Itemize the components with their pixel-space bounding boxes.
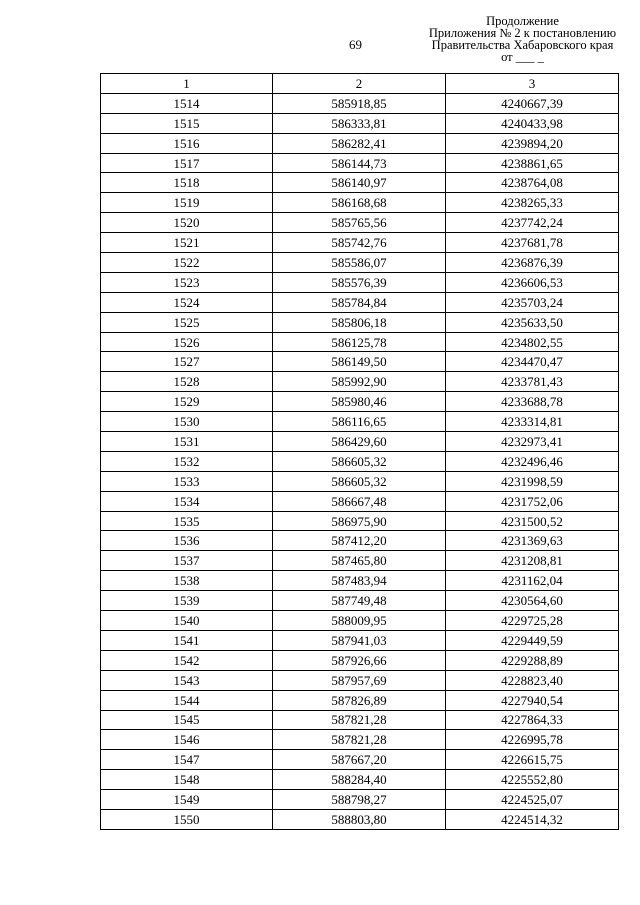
cell-point-number: 1531 bbox=[101, 432, 273, 452]
column-header-y: 3 bbox=[446, 74, 619, 94]
table-body bbox=[101, 93, 619, 829]
cell-y-coordinate: 4226995,78 bbox=[446, 730, 619, 750]
table-row bbox=[101, 213, 619, 233]
cell-y-coordinate: 4233781,43 bbox=[446, 372, 619, 392]
cell-x-coordinate: 587957,69 bbox=[273, 670, 446, 690]
cell-x-coordinate: 585742,76 bbox=[273, 233, 446, 253]
table-row bbox=[101, 591, 619, 611]
table-row bbox=[101, 710, 619, 730]
cell-x-coordinate: 586140,97 bbox=[273, 173, 446, 193]
cell-x-coordinate: 586429,60 bbox=[273, 432, 446, 452]
cell-x-coordinate: 586125,78 bbox=[273, 332, 446, 352]
table-row bbox=[101, 312, 619, 332]
cell-y-coordinate: 4230564,60 bbox=[446, 591, 619, 611]
cell-point-number: 1549 bbox=[101, 790, 273, 810]
cell-point-number: 1522 bbox=[101, 253, 273, 273]
cell-x-coordinate: 586116,65 bbox=[273, 412, 446, 432]
cell-point-number: 1530 bbox=[101, 412, 273, 432]
cell-y-coordinate: 4226615,75 bbox=[446, 750, 619, 770]
table-row bbox=[101, 93, 619, 113]
cell-x-coordinate: 586144,73 bbox=[273, 153, 446, 173]
cell-point-number: 1539 bbox=[101, 591, 273, 611]
table-row bbox=[101, 153, 619, 173]
cell-x-coordinate: 587749,48 bbox=[273, 591, 446, 611]
cell-x-coordinate: 585765,56 bbox=[273, 213, 446, 233]
cell-point-number: 1514 bbox=[101, 93, 273, 113]
table-row bbox=[101, 352, 619, 372]
cell-x-coordinate: 586605,32 bbox=[273, 471, 446, 491]
cell-x-coordinate: 585806,18 bbox=[273, 312, 446, 332]
header-line-government: Правительства Хабаровского края bbox=[431, 38, 614, 52]
cell-y-coordinate: 4234470,47 bbox=[446, 352, 619, 372]
table-row bbox=[101, 372, 619, 392]
cell-y-coordinate: 4238265,33 bbox=[446, 193, 619, 213]
coordinates-table bbox=[100, 73, 619, 830]
cell-point-number: 1517 bbox=[101, 153, 273, 173]
table-row bbox=[101, 690, 619, 710]
cell-point-number: 1537 bbox=[101, 551, 273, 571]
cell-point-number: 1523 bbox=[101, 272, 273, 292]
cell-point-number: 1546 bbox=[101, 730, 273, 750]
cell-y-coordinate: 4237742,24 bbox=[446, 213, 619, 233]
cell-point-number: 1542 bbox=[101, 650, 273, 670]
page-number: 69 bbox=[349, 37, 362, 52]
cell-x-coordinate: 586975,90 bbox=[273, 511, 446, 531]
table-header-row bbox=[101, 74, 619, 94]
cell-x-coordinate: 585576,39 bbox=[273, 272, 446, 292]
cell-x-coordinate: 588284,40 bbox=[273, 770, 446, 790]
table-row bbox=[101, 193, 619, 213]
table-row bbox=[101, 790, 619, 810]
column-header-x: 2 bbox=[273, 74, 446, 94]
table-row bbox=[101, 531, 619, 551]
cell-point-number: 1544 bbox=[101, 690, 273, 710]
cell-y-coordinate: 4228823,40 bbox=[446, 670, 619, 690]
table-row bbox=[101, 471, 619, 491]
table-row bbox=[101, 750, 619, 770]
cell-point-number: 1538 bbox=[101, 571, 273, 591]
cell-y-coordinate: 4231752,06 bbox=[446, 491, 619, 511]
cell-x-coordinate: 585992,90 bbox=[273, 372, 446, 392]
cell-x-coordinate: 586282,41 bbox=[273, 133, 446, 153]
cell-x-coordinate: 587821,28 bbox=[273, 710, 446, 730]
cell-point-number: 1541 bbox=[101, 630, 273, 650]
cell-point-number: 1535 bbox=[101, 511, 273, 531]
table-row bbox=[101, 511, 619, 531]
cell-point-number: 1548 bbox=[101, 770, 273, 790]
table-row bbox=[101, 770, 619, 790]
table-row bbox=[101, 173, 619, 193]
cell-y-coordinate: 4238764,08 bbox=[446, 173, 619, 193]
cell-point-number: 1534 bbox=[101, 491, 273, 511]
cell-point-number: 1520 bbox=[101, 213, 273, 233]
cell-y-coordinate: 4236876,39 bbox=[446, 253, 619, 273]
table-row bbox=[101, 730, 619, 750]
cell-point-number: 1521 bbox=[101, 233, 273, 253]
cell-point-number: 1525 bbox=[101, 312, 273, 332]
header-line-appendix: Приложения № 2 к постановлению bbox=[428, 26, 617, 40]
cell-point-number: 1516 bbox=[101, 133, 273, 153]
table-row bbox=[101, 272, 619, 292]
cell-y-coordinate: 4233688,78 bbox=[446, 392, 619, 412]
table-row bbox=[101, 233, 619, 253]
table-row bbox=[101, 670, 619, 690]
cell-point-number: 1524 bbox=[101, 292, 273, 312]
table-row bbox=[101, 392, 619, 412]
cell-y-coordinate: 4239894,20 bbox=[446, 133, 619, 153]
cell-point-number: 1533 bbox=[101, 471, 273, 491]
table-row bbox=[101, 451, 619, 471]
cell-x-coordinate: 585586,07 bbox=[273, 253, 446, 273]
cell-point-number: 1526 bbox=[101, 332, 273, 352]
cell-x-coordinate: 586605,32 bbox=[273, 451, 446, 471]
column-header-point: 1 bbox=[101, 74, 273, 94]
cell-x-coordinate: 588009,95 bbox=[273, 611, 446, 631]
header-line-continuation: Продолжение bbox=[486, 14, 559, 28]
header-line-date: от ___ _ bbox=[501, 50, 544, 64]
table-row bbox=[101, 630, 619, 650]
cell-y-coordinate: 4231162,04 bbox=[446, 571, 619, 591]
cell-x-coordinate: 587926,66 bbox=[273, 650, 446, 670]
cell-y-coordinate: 4232496,46 bbox=[446, 451, 619, 471]
cell-y-coordinate: 4229725,28 bbox=[446, 611, 619, 631]
cell-x-coordinate: 587465,80 bbox=[273, 551, 446, 571]
cell-x-coordinate: 587941,03 bbox=[273, 630, 446, 650]
cell-point-number: 1545 bbox=[101, 710, 273, 730]
cell-x-coordinate: 585784,84 bbox=[273, 292, 446, 312]
cell-point-number: 1518 bbox=[101, 173, 273, 193]
table-row bbox=[101, 650, 619, 670]
cell-point-number: 1547 bbox=[101, 750, 273, 770]
cell-point-number: 1543 bbox=[101, 670, 273, 690]
cell-y-coordinate: 4231998,59 bbox=[446, 471, 619, 491]
table-row bbox=[101, 332, 619, 352]
cell-y-coordinate: 4224514,32 bbox=[446, 809, 619, 829]
table-row bbox=[101, 253, 619, 273]
cell-point-number: 1519 bbox=[101, 193, 273, 213]
cell-y-coordinate: 4229449,59 bbox=[446, 630, 619, 650]
cell-y-coordinate: 4235703,24 bbox=[446, 292, 619, 312]
cell-x-coordinate: 586168,68 bbox=[273, 193, 446, 213]
cell-y-coordinate: 4224525,07 bbox=[446, 790, 619, 810]
cell-y-coordinate: 4233314,81 bbox=[446, 412, 619, 432]
cell-y-coordinate: 4231369,63 bbox=[446, 531, 619, 551]
cell-point-number: 1527 bbox=[101, 352, 273, 372]
table-row bbox=[101, 432, 619, 452]
table-row bbox=[101, 133, 619, 153]
cell-point-number: 1528 bbox=[101, 372, 273, 392]
cell-x-coordinate: 586149,50 bbox=[273, 352, 446, 372]
cell-x-coordinate: 586333,81 bbox=[273, 113, 446, 133]
cell-x-coordinate: 587821,28 bbox=[273, 730, 446, 750]
cell-y-coordinate: 4234802,55 bbox=[446, 332, 619, 352]
cell-y-coordinate: 4231208,81 bbox=[446, 551, 619, 571]
table-row bbox=[101, 491, 619, 511]
appendix-header bbox=[420, 15, 625, 63]
cell-y-coordinate: 4231500,52 bbox=[446, 511, 619, 531]
cell-y-coordinate: 4227940,54 bbox=[446, 690, 619, 710]
cell-x-coordinate: 585918,85 bbox=[273, 93, 446, 113]
cell-y-coordinate: 4236606,53 bbox=[446, 272, 619, 292]
table-row bbox=[101, 292, 619, 312]
cell-y-coordinate: 4240433,98 bbox=[446, 113, 619, 133]
cell-x-coordinate: 588803,80 bbox=[273, 809, 446, 829]
cell-y-coordinate: 4232973,41 bbox=[446, 432, 619, 452]
cell-point-number: 1540 bbox=[101, 611, 273, 631]
cell-x-coordinate: 586667,48 bbox=[273, 491, 446, 511]
cell-y-coordinate: 4227864,33 bbox=[446, 710, 619, 730]
table-row bbox=[101, 611, 619, 631]
cell-point-number: 1515 bbox=[101, 113, 273, 133]
table-row bbox=[101, 113, 619, 133]
cell-y-coordinate: 4225552,80 bbox=[446, 770, 619, 790]
table-row bbox=[101, 571, 619, 591]
cell-y-coordinate: 4229288,89 bbox=[446, 650, 619, 670]
cell-y-coordinate: 4235633,50 bbox=[446, 312, 619, 332]
table-row bbox=[101, 809, 619, 829]
cell-x-coordinate: 588798,27 bbox=[273, 790, 446, 810]
cell-x-coordinate: 587826,89 bbox=[273, 690, 446, 710]
cell-point-number: 1536 bbox=[101, 531, 273, 551]
cell-x-coordinate: 587412,20 bbox=[273, 531, 446, 551]
cell-point-number: 1529 bbox=[101, 392, 273, 412]
cell-point-number: 1550 bbox=[101, 809, 273, 829]
cell-x-coordinate: 587667,20 bbox=[273, 750, 446, 770]
table-row bbox=[101, 412, 619, 432]
cell-y-coordinate: 4240667,39 bbox=[446, 93, 619, 113]
cell-x-coordinate: 585980,46 bbox=[273, 392, 446, 412]
table-row bbox=[101, 551, 619, 571]
cell-point-number: 1532 bbox=[101, 451, 273, 471]
cell-y-coordinate: 4238861,65 bbox=[446, 153, 619, 173]
cell-y-coordinate: 4237681,78 bbox=[446, 233, 619, 253]
cell-x-coordinate: 587483,94 bbox=[273, 571, 446, 591]
